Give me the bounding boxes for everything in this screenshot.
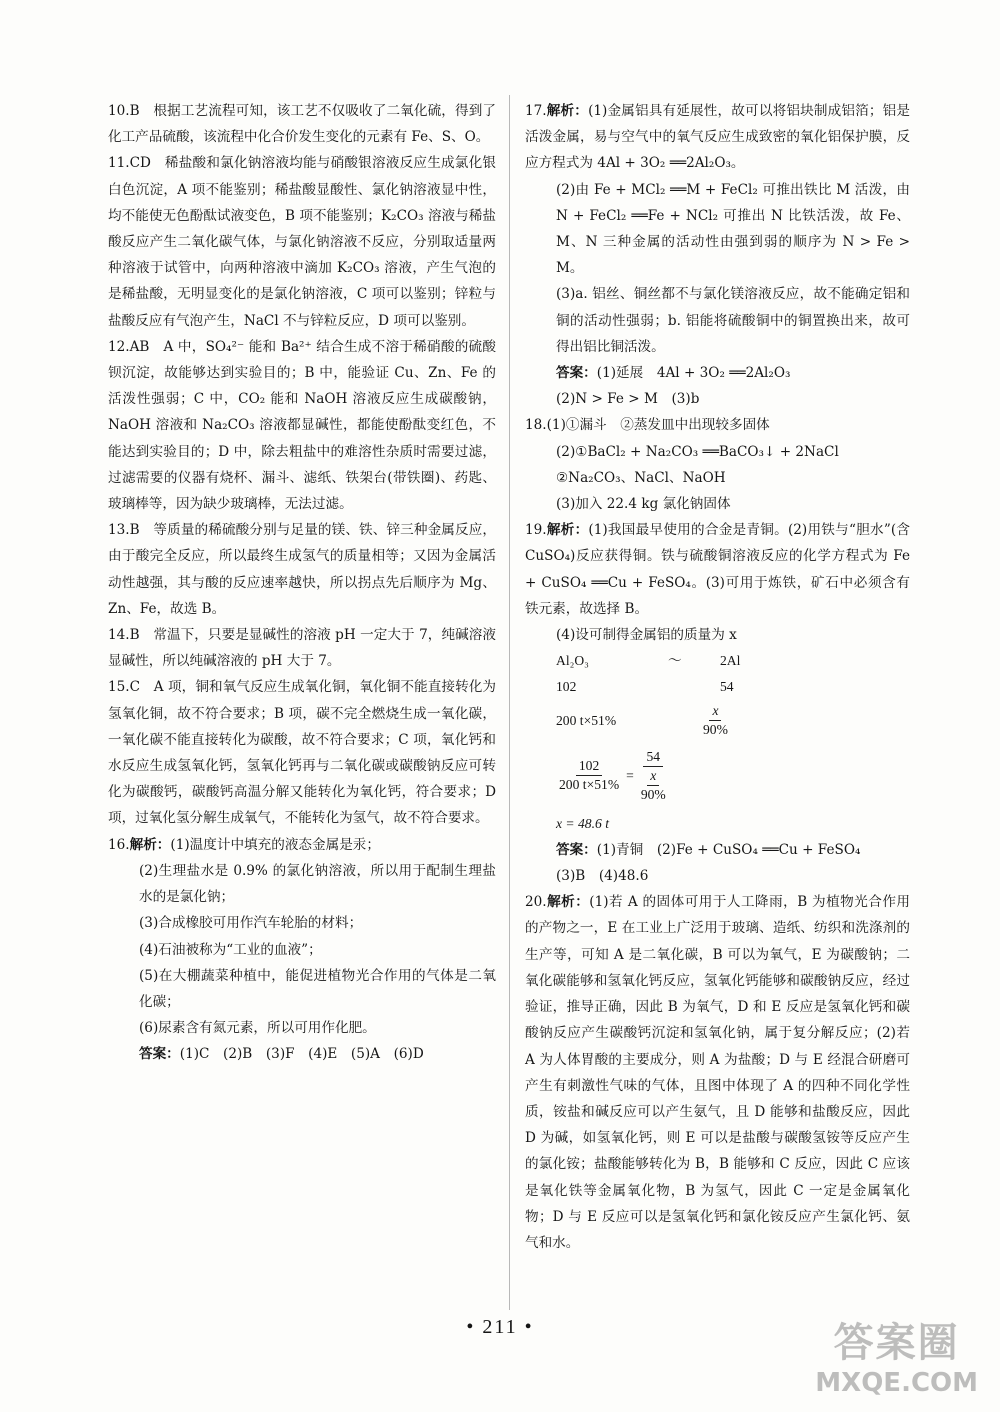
fraction-numerator: 54 [643, 748, 663, 767]
column-divider [509, 95, 510, 1310]
fraction-denominator: 200 t×51% [559, 777, 620, 793]
answer-label: 答案： [556, 365, 597, 382]
answer-q10: 10.B 根据工艺流程可知，该工艺不仅吸收了二氧化硫，得到了化工产品硫酸，该流程中化合价发生变化的元素有 Fe、S、O。 [108, 103, 496, 146]
inner-numerator: x [647, 767, 659, 786]
question-number: 16. [108, 836, 130, 853]
q17-answer-2: (2)N > Fe > M (3)b [556, 391, 700, 408]
answer-q18-3: ②Na₂CO₃、NaCl、NaOH [556, 469, 726, 486]
left-column [108, 98, 496, 1068]
q16-item-6: (6)尿素含有氮元素，所以可用作化肥。 [139, 1020, 376, 1037]
fraction-numerator: 102 [576, 757, 602, 776]
q17-answer-text-1: (1)延展 4Al + 3O₂ ══2Al₂O₃ [596, 365, 791, 382]
q19-answer-1 [525, 837, 910, 863]
calc-product: 2Al [720, 653, 741, 669]
calc-relation: ～ [668, 653, 682, 669]
analysis-label: 解析： [546, 103, 589, 119]
question-number: 20. [525, 894, 547, 911]
question-number: 19. [525, 522, 547, 539]
answer-q17-intro [525, 98, 910, 177]
calc-equation [556, 743, 910, 809]
answer-q18-1: 18.(1)①漏斗 ②蒸发皿中出现较多固体 [525, 417, 770, 434]
answer-q16-intro [108, 832, 496, 858]
q16-answer-text: (1)C (2)B (3)F (4)E (5)A (6)D [179, 1046, 424, 1063]
calc-result: x = 48.6 t [556, 815, 609, 831]
calc-row-1 [556, 648, 910, 674]
calc-mass-ratio-1: 102 [556, 679, 577, 695]
equation-right-fraction [638, 748, 669, 804]
answer-q18-2: (2)①BaCl₂ + Na₂CO₃ ══BaCO₃↓ + 2NaCl [556, 443, 839, 460]
fraction-denominator: 90% [703, 722, 728, 738]
q16-item-5: (5)在大棚蔬菜种植中，能促进植物光合作用的气体是二氧化碳； [139, 967, 496, 1010]
answer-q13: 13.B 等质量的稀硫酸分别与足量的镁、铁、锌三种金属反应，由于酸完全反应，所以最终生成氢气的质量相等；又因为金属活动性越强，其与酸的反应速率越快，所以拐点先后顺序为 Mg、Zn、Fe，故选 B。 [108, 522, 496, 617]
q16-item-1: (1)温度计中填充的液态金属是汞； [170, 836, 380, 853]
watermark-line-2: MXQE.COM [815, 1368, 978, 1398]
right-column [525, 98, 910, 1256]
q20-text: (1)若 A 的固体可用于人工降雨，B 为植物光合作用的产物之一，E 在工业上广泛用于玻璃、造纸、纺织和洗涤剂的生产等，可知 A 是二氧化碳，B 可以为氧气，E 为碳酸钠；二氧化碳能够和氢氧化钙反应，氢氧化钙能够和碳酸钠反应，经过验证，推导正确，因此 B 为氧气，D 和 E 反应是氢氧化钙和碳酸钠反应产生碳酸钙沉淀和氢氧化钠，属于复分解反应；(2)若 A 为人体胃酸的主要成分，则 A 为盐酸；D 与 E 经混合研磨可产生有刺激性气味的气体，且图中体现了 A 的四种不同化学性质，铵盐和碱反应可以产生氨气，且 D 能够和盐酸反应，因此 D 为碱，如氢氧化钙，则 E 可以是盐酸与碳酸氢铵等反应产生的氯化铵；盐酸能够转化为 B，B 能够和 C 反应，因此 C 应该是氧化铁等金属氧化物，B 为氢气，因此 C 一定是金属氧化物；D 与 E 反应可以是氢氧化钙和氯化铵反应产生氯化钙、氨气和水。 [525, 894, 910, 1251]
question-number: 17. [525, 103, 547, 119]
q19-calculation [525, 648, 910, 837]
calc-formula: Al₂O₃ [556, 653, 589, 669]
analysis-label: 解析： [546, 894, 590, 911]
answer-q19-intro [525, 517, 910, 622]
answer-q20 [525, 889, 910, 1256]
q16-item-4: (4)石油被称为“工业的血液”； [139, 941, 322, 958]
q16-item-2: (2)生理盐水是 0.9% 的氯化钠溶液，所以用于配制生理盐水的是氯化钠； [139, 862, 496, 906]
answer-q14: 14.B 常温下，只要是显碱性的溶液 pH 一定大于 7，纯碱溶液显碱性，所以纯碱溶液的 pH 大于 7。 [108, 627, 496, 670]
calc-row-3 [556, 701, 910, 741]
answer-q11: 11.CD 稀盐酸和氯化钠溶液均能与硝酸银溶液反应生成氯化银白色沉淀，A 项不能鉴别；稀盐酸显酸性、氯化钠溶液显中性，均不能使无色酚酞试液变色，B 项不能鉴别；K₂CO₃ 溶液与稀盐酸反应产生二氧化碳气体，与氯化钠溶液不反应，分别取适量两种溶液于试管中，向两种溶液中滴加 K₂CO₃ 溶液，产生气泡的是稀盐酸，无明显变化的是氯化钠溶液，C 项可以鉴别；锌粒与盐酸反应有气泡产生，NaCl 不与锌粒反应，D 项可以鉴别。 [108, 155, 496, 329]
q17-item-3: (3)a. 铝丝、铜丝都不与氯化镁溶液反应，故不能确定铝和铜的活动性强弱；b. 铝能将硫酸铜中的铜置换出来，故可得出铝比铜活泼。 [556, 286, 910, 355]
equation-left-fraction [556, 757, 622, 794]
inner-denominator: 90% [640, 786, 666, 802]
answer-q12: 12.AB A 中，SO₄²⁻ 能和 Ba²⁺ 结合生成不溶于稀硝酸的硫酸钡沉淀，故能够达到实验目的；B 中，能验证 Cu、Zn、Fe 的活泼性强弱；C 中，CO₂ 能和 NaOH 溶液反应生成碳酸钠，NaOH 溶液和 Na₂CO₃ 溶液都显碱性，都能使酚酞变红色，不能达到实验目的；D 中，除去粗盐中的难溶性杂质时需要过滤，过滤需要的仪器有烧杯、漏斗、滤纸、铁架台(带铁圈)、药匙、玻璃棒等，因为缺少玻璃棒，无法过滤。 [108, 338, 496, 513]
page-number: • 211 • [466, 1316, 534, 1338]
watermark-logo [815, 1311, 978, 1398]
fraction-denominator [638, 767, 669, 804]
answer-label: 答案： [139, 1046, 180, 1063]
answer-q15: 15.C A 项，铜和氧气反应生成氧化铜，氧化铜不能直接转化为氢氧化铜，故不符合要求；B 项，碳不完全燃烧生成一氧化碳，一氧化碳不能直接转化为碳酸，故不符合要求；C 项，氧化钙和水反应生成氢氧化钙，氢氧化钙再与二氧化碳或碳酸钠反应可转化为碳酸钙，碳酸钙高温分解又能转化为氧化钙，符合要求；D 项，过氧化氢分解生成氧气，不能转化为氢气，故不符合要求。 [108, 679, 496, 827]
q16-item-3: (3)合成橡胶可用作汽车轮胎的材料； [139, 915, 363, 932]
equals-sign: = [626, 767, 634, 783]
q19-item-1: (1)我国最早使用的合金是青铜。(2)用铁与“胆水”(含 CuSO₄)反应获得铜。铁与硫酸铜溶液反应的化学方程式为 Fe + CuSO₄ ══Cu + FeSO₄。(3)可用于炼铁，矿石中必须含有铁元素，故选择 B。 [525, 522, 910, 617]
q17-answer-1 [525, 360, 910, 386]
calc-mass-ratio-2: 54 [720, 679, 734, 695]
calc-given: 200 t×51% [556, 712, 617, 728]
q17-item-2: (2)由 Fe + MCl₂ ══M + FeCl₂ 可推出铁比 M 活泼，由 N + FeCl₂ ══Fe + NCl₂ 可推出 N 比铁活泼，故 Fe、M、N 三种金属的活动性由强到弱的顺序为 N > Fe > M。 [556, 181, 910, 277]
q19-answer-2: (3)B (4)48.6 [556, 868, 649, 885]
q19-item-2: (4)设可制得金属铝的质量为 x [556, 627, 737, 644]
watermark-line-1: 答案圈 [833, 1320, 960, 1366]
answer-q18-4: (3)加入 22.4 kg 氯化钠固体 [556, 496, 731, 513]
analysis-label: 解析： [129, 836, 171, 853]
answer-label: 答案： [556, 841, 597, 858]
q16-answer [108, 1041, 496, 1067]
calc-row-2 [556, 674, 910, 700]
q19-answer-text-1: (1)青铜 (2)Fe + CuSO₄ ══Cu + FeSO₄ [596, 841, 861, 858]
analysis-label: 解析： [546, 522, 589, 539]
calc-unknown-fraction [700, 702, 731, 739]
fraction-numerator: x [709, 702, 721, 721]
q17-item-1: (1)金属铝具有延展性，故可以将铝块制成铝箔；铝是活泼金属，易与空气中的氧气反应生成致密的氧化铝保护膜，反应方程式为 4Al + 3O₂ ══2Al₂O₃。 [525, 103, 910, 172]
